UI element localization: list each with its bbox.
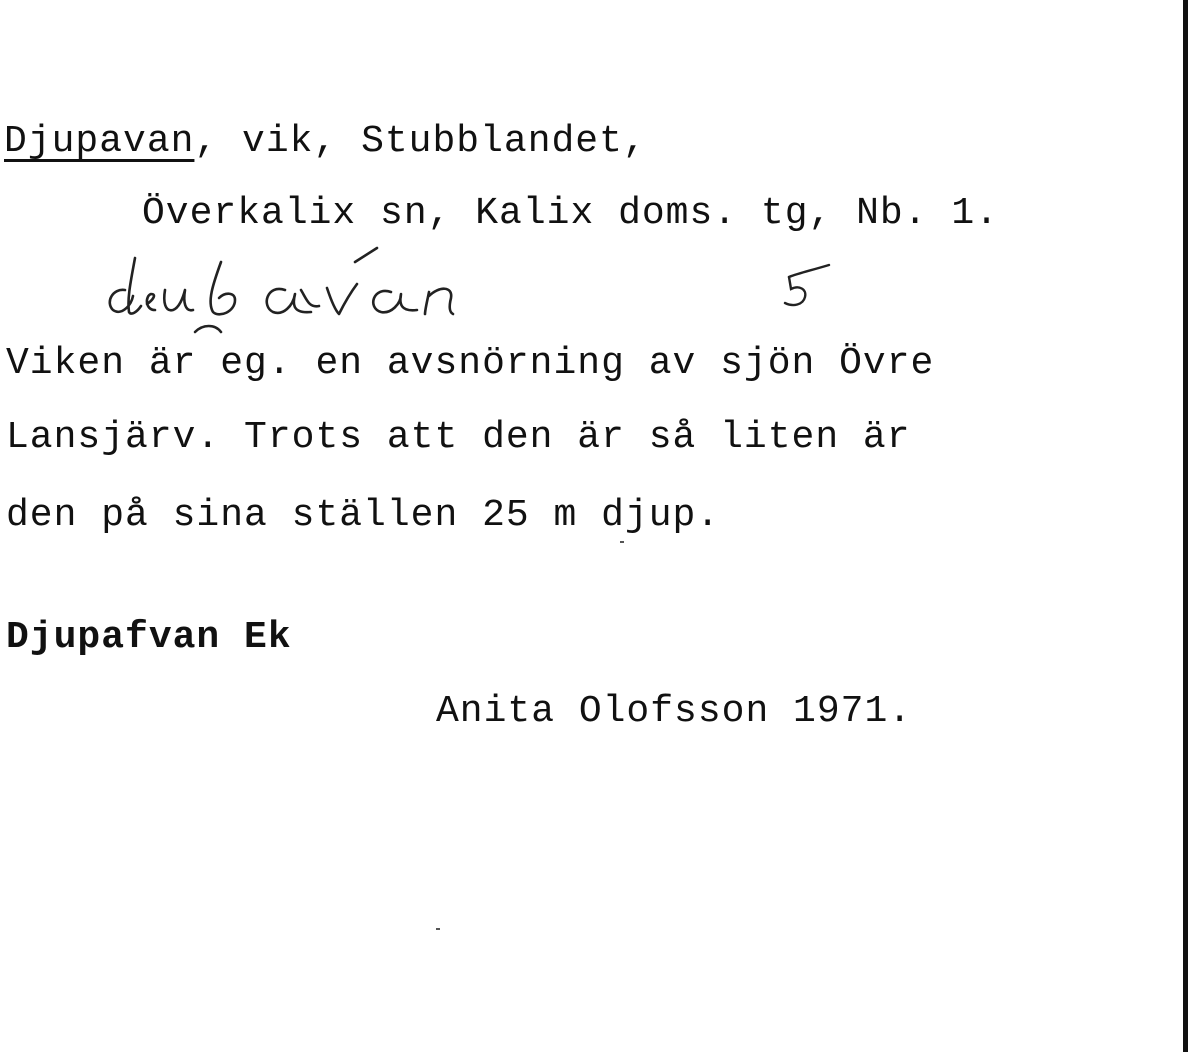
handwritten-mark — [775, 255, 835, 315]
source-line: Djupafvan Ek — [6, 616, 292, 659]
body-line-3: den på sina ställen 25 m djup. — [6, 494, 721, 537]
headword: Djupavan — [4, 120, 195, 163]
collector-line: Anita Olofsson 1971. — [436, 690, 913, 733]
location-line: Överkalix sn, Kalix doms. tg, Nb. 1. — [142, 192, 999, 235]
speck — [620, 541, 624, 543]
handwritten-pronunciation — [95, 240, 575, 335]
body-line-2: Lansjärv. Trots att den är så liten är — [6, 416, 911, 459]
body-line-1: Viken är eg. en avsnörning av sjön Övre — [6, 342, 935, 385]
card-edge — [1183, 0, 1188, 1052]
speck — [436, 928, 440, 930]
headword-details: , vik, Stubblandet, — [194, 120, 647, 163]
title-line — [4, 120, 647, 164]
